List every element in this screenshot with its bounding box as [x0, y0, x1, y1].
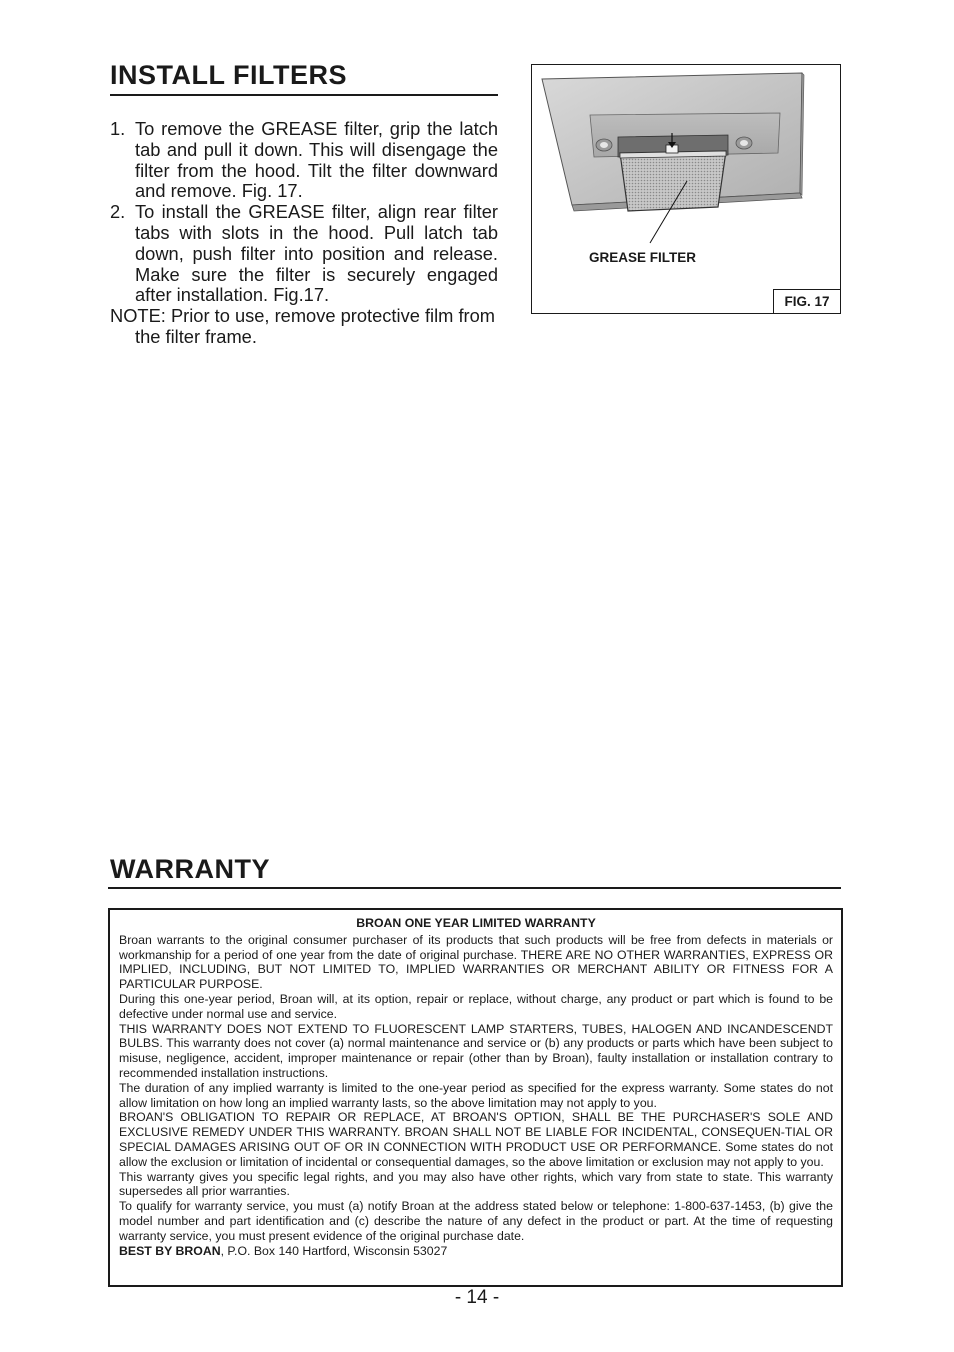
step-2	[110, 202, 498, 306]
figure-17	[531, 64, 841, 314]
warranty-paragraph: During this one-year period, Broan will, at its option, repair or replace, without charge, any product or part which is found to be defective under normal use and service.	[119, 991, 833, 1021]
warranty-paragraph: This warranty gives you specific legal rights, and you may also have other rights, which vary from state to state. This warranty supersedes all prior warranties.	[119, 1169, 833, 1199]
page-number: - 14 -	[454, 1287, 500, 1308]
install-title-rule	[110, 94, 498, 96]
figure-number: FIG. 17	[773, 289, 841, 314]
warranty-address	[119, 1244, 833, 1259]
install-note: NOTE: Prior to use, remove protective film from the filter frame.	[110, 305, 496, 347]
warranty-box	[108, 908, 843, 1287]
warranty-paragraph: The duration of any implied warranty is limited to the one-year period as specified for the express warranty. Some states do not allow limitation on how long an implied warranty lasts, so the above limitation may not apply to you.	[119, 1080, 833, 1110]
step-1	[110, 119, 498, 202]
warranty-paragraph: Broan warrants to the original consumer purchaser of its products that such products will be free from defects in materials or workmanship for a period of one year from the date of original purchase. THERE ARE NO OTHER WARRANTIES, EXPRESS OR IMPLIED, INCLUDING, BUT NOT LIMITED TO, IMPLIED WARRANTIES OR MERCHANT ABILITY OR FITNESS FOR A PARTICULAR PURPOSE.	[119, 932, 833, 992]
warranty-address-company: BEST BY BROAN	[119, 1243, 221, 1258]
grease-filter-label: GREASE FILTER	[589, 250, 697, 265]
install-steps	[110, 119, 498, 348]
warranty-heading: BROAN ONE YEAR LIMITED WARRANTY	[356, 916, 596, 930]
warranty-paragraph: BROAN'S OBLIGATION TO REPAIR OR REPLACE, AT BROAN'S OPTION, SHALL BE THE PURCHASER'S SOLE AND EXCLUSIVE REMEDY UNDER THIS WARRANTY. BROAN SHALL NOT BE LIABLE FOR INCIDENTAL, CONSEQUEN-TIAL OR SPECIAL DAMAGES ARISING OUT OF OR IN CONNECTION WITH PRODUCT USE OR PERFORMANCE. Some states do not allow the exclusion or limitation of incidental or consequential damages, so the above limitation or exclusion may not apply to you.	[119, 1110, 833, 1169]
step-number: 1.	[110, 118, 126, 139]
warranty-paragraph: THIS WARRANTY DOES NOT EXTEND TO FLUORESCENT LAMP STARTERS, TUBES, HALOGEN AND INCANDESCENDT BULBS. This warranty does not cover (a) normal maintenance and service or (b) any products or parts which have been subject to misuse, negligence, accident, improper maintenance or repair (other than by Broan), faulty installation or installation contrary to recommended installation instructions.	[119, 1021, 833, 1080]
step-text: To install the GREASE filter, align rear filter tabs with slots in the hood. Pull latch tab down, push filter into position and release. Make sure the filter is securely engaged after installation. Fig.17.	[135, 201, 498, 306]
warranty-title-rule	[108, 887, 841, 889]
warranty-title: WARRANTY	[110, 854, 270, 884]
step-text: To remove the GREASE filter, grip the latch tab and pull it down. This will disengage the filter from the hood. Tilt the filter downward and remove. Fig. 17.	[135, 118, 498, 202]
step-number: 2.	[110, 201, 126, 223]
warranty-address-detail: , P.O. Box 140 Hartford, Wisconsin 53027	[220, 1243, 448, 1258]
install-filters-title: INSTALL FILTERS	[110, 60, 347, 90]
warranty-paragraph: To qualify for warranty service, you must (a) notify Broan at the address stated below or telephone: 1-800-637-1453, (b) give the model number and part identification and (c) describe the nature of any defect in the product or part. At the time of requesting warranty service, you must present evidence of the original purchase date.	[119, 1199, 833, 1243]
range-hood-illustration	[532, 65, 842, 315]
